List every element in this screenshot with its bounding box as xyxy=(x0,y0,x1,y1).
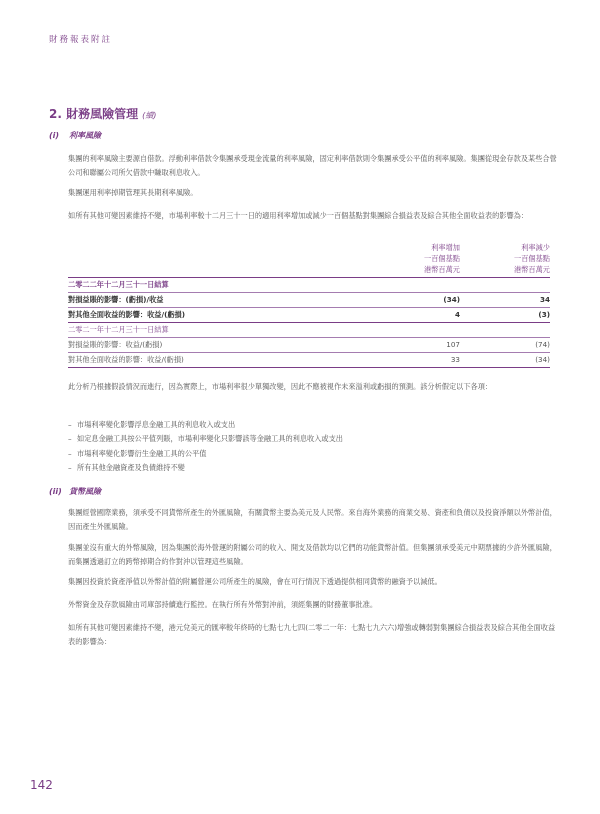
column-header-line: 利率減少 xyxy=(521,243,550,252)
page-number: 142 xyxy=(30,778,53,792)
paragraph: 如所有其他可變因素維持不變，港元兌美元的匯率較年終時的七點七九七四(二零二一年：七點七九六六)增強或轉弱對集團綜合損益表及綜合其他全面收益表的影響為： xyxy=(68,623,556,646)
row-value-decrease: 34 xyxy=(539,295,550,304)
table-row xyxy=(68,278,550,291)
paragraph: 集團經營國際業務，須承受不同貨幣所產生的外匯風險，有關貨幣主要為美元及人民幣。來自海外業務的商業交易、資產和負債以及投資淨額以外幣計值，因而產生外匯風險。 xyxy=(68,508,557,531)
row-value-decrease: (34) xyxy=(535,355,550,364)
paragraph: 集團運用利率掉期管理其長期利率風險。 xyxy=(68,188,198,197)
row-label: 對損益賬的影響：收益/(虧損) xyxy=(68,340,163,349)
row-value-increase: (34) xyxy=(443,295,460,304)
row-label: 二零二二年十二月三十一日結算 xyxy=(68,280,169,289)
subsection-number: (i) xyxy=(49,131,60,140)
list-item: – 市場利率變化影響衍生金融工具的公平值 xyxy=(68,447,548,461)
paragraph: 此分析乃根據假設情況而進行，因為實際上，市場利率很少單獨改變，因此不應被視作未來溢利或虧損的預測。該分析假定以下各項： xyxy=(68,382,493,391)
table-row xyxy=(68,308,550,321)
subsection-title: 貨幣風險 xyxy=(69,487,101,496)
page-header: 財務報表附註 xyxy=(49,35,113,45)
table-row xyxy=(68,353,550,366)
subsection-number: (ii) xyxy=(49,487,62,496)
table-rule xyxy=(68,367,550,368)
section-title-continued: (續) xyxy=(142,111,157,120)
row-value-decrease: (74) xyxy=(535,340,550,349)
subsection-interest-rate-risk xyxy=(49,130,101,141)
paragraph: 外幣資金及存款風險由司庫部持續進行監控。在執行所有外幣對沖前，須經集團的財務董事批准。 xyxy=(68,600,378,609)
paragraph: 集團因投資於資產淨值以外幣計值的附屬營運公司所產生的風險，會在可行情況下透過提供相同貨幣的融資予以減低。 xyxy=(68,577,442,586)
assumption-list xyxy=(68,418,548,475)
column-header-line: 一百個基點 xyxy=(424,254,460,263)
row-value-increase: 4 xyxy=(454,310,460,319)
section-title xyxy=(49,105,156,122)
row-label: 二零二一年十二月三十一日結算 xyxy=(68,325,169,334)
row-value-increase: 33 xyxy=(450,355,460,364)
list-item: – 如定息金融工具按公平值列賬，市場利率變化只影響該等金融工具的利息收入或支出 xyxy=(68,432,548,446)
row-value-decrease: (3) xyxy=(538,310,550,319)
column-header-line: 港幣百萬元 xyxy=(424,265,460,274)
row-label: 對其他全面收益的影響：收益/(虧損) xyxy=(68,355,184,364)
list-item: – 市場利率變化影響浮息金融工具的利息收入或支出 xyxy=(68,418,548,432)
table-row xyxy=(68,338,550,351)
table-row xyxy=(68,323,550,336)
subsection-title: 利率風險 xyxy=(69,131,101,140)
row-label: 對其他全面收益的影響：收益/(虧損) xyxy=(68,310,186,319)
column-header-line: 利率增加 xyxy=(431,243,460,252)
column-header-increase xyxy=(424,242,460,275)
section-title-text: 2. 財務風險管理 xyxy=(49,107,139,121)
paragraph: 集團的利率風險主要源自借款。浮動利率借款令集團承受現金流量的利率風險，固定利率借款則令集團承受公平值的利率風險。集團從現金存款及某些合營公司和聯屬公司所欠借款中賺取利息收入。 xyxy=(68,154,557,177)
list-item: – 所有其他金融資產及負債維持不變 xyxy=(68,461,548,475)
column-header-decrease xyxy=(514,242,550,275)
column-header-line: 一百個基點 xyxy=(514,254,550,263)
table-row xyxy=(68,293,550,306)
row-value-increase: 107 xyxy=(446,340,460,349)
subsection-currency-risk xyxy=(49,486,101,497)
row-label: 對損益賬的影響：(虧損)/收益 xyxy=(68,295,164,304)
paragraph: 如所有其他可變因素維持不變，市場利率較十二月三十一日的適用利率增加或減少一百個基點對集團綜合損益表及綜合其他全面收益表的影響為： xyxy=(68,211,529,220)
paragraph: 集團並沒有重大的外幣風險，因為集團於海外營運的附屬公司的收入、開支及借款均以它們的功能貨幣計值。但集團須承受美元中期票據的少許外匯風險，而集團透過訂立的跨幣掉期合約作對沖以管理這些風險。 xyxy=(68,543,557,566)
column-header-line: 港幣百萬元 xyxy=(514,265,550,274)
